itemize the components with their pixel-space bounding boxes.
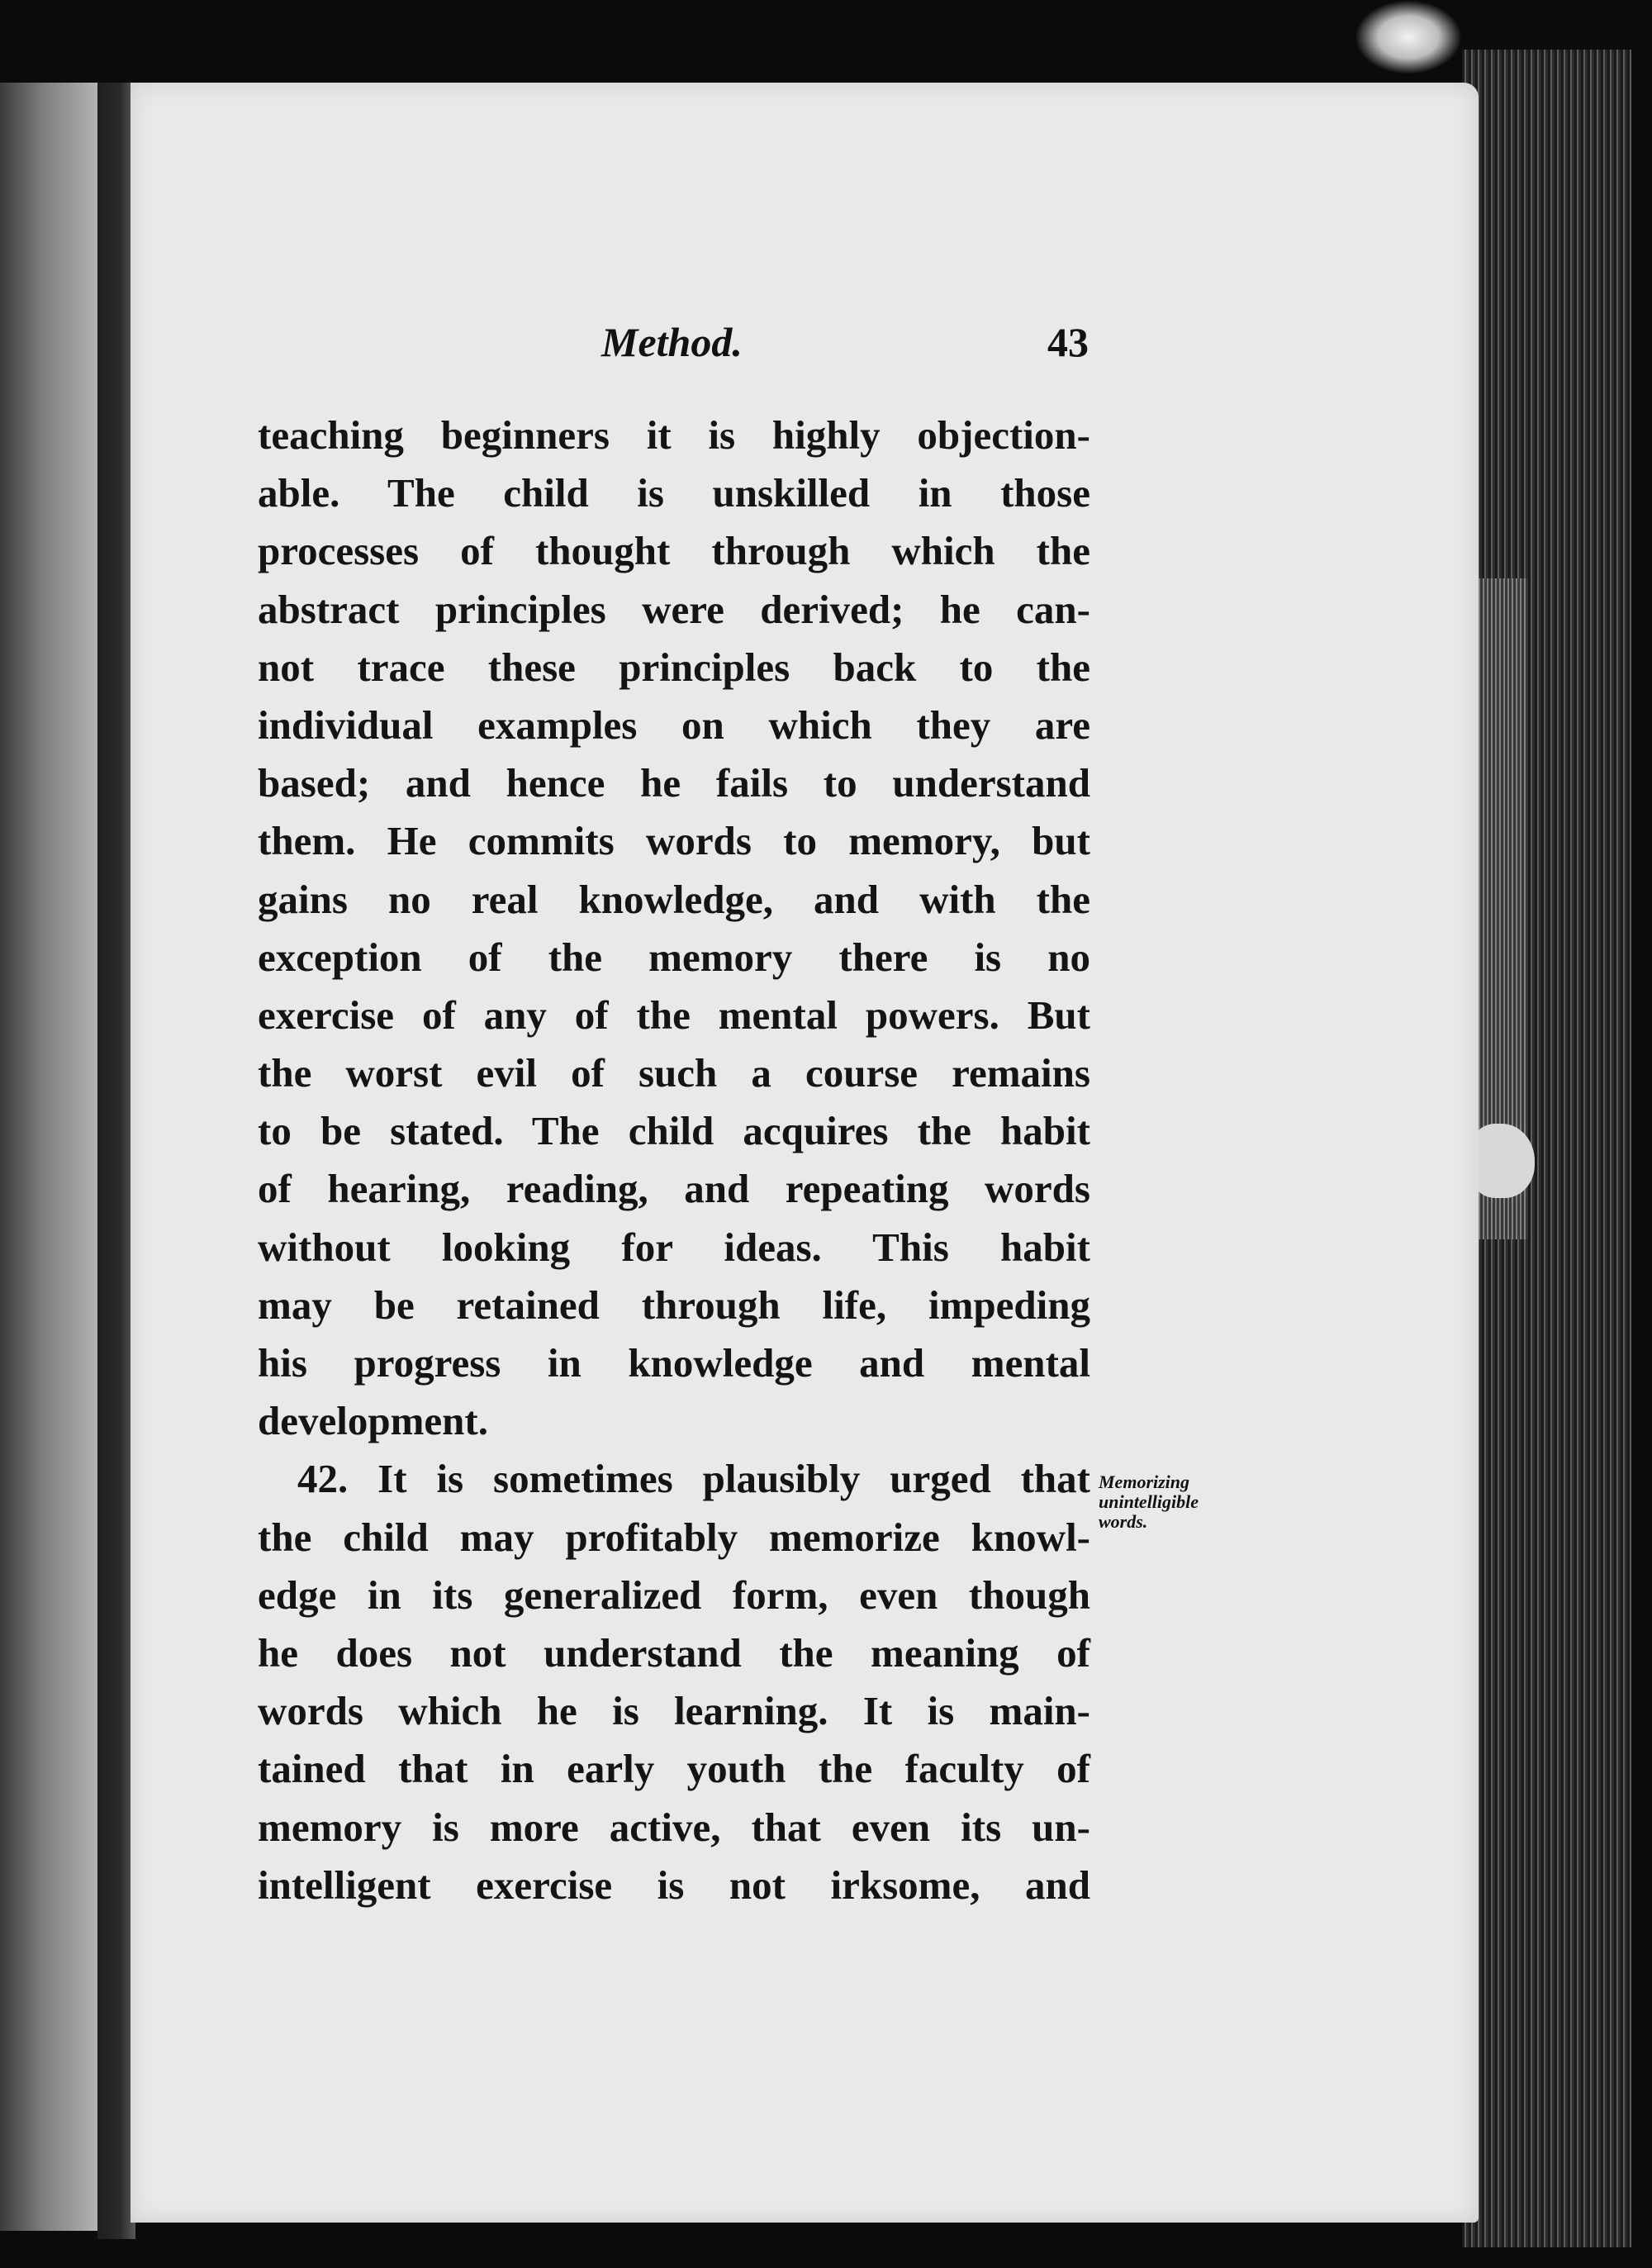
previous-page-edge [0, 83, 99, 2231]
text-line: the child may profitably memorize knowl- [258, 1514, 1090, 1560]
page-number: 43 [1047, 319, 1089, 365]
text-line: tained that in early youth the faculty of [258, 1746, 1090, 1792]
text-line: may be retained through life, impeding [258, 1281, 1090, 1328]
text-line: processes of thought through which the [258, 528, 1090, 574]
text-line: able. The child is unskilled in those [258, 470, 1090, 516]
text-line: individual examples on which they are [258, 701, 1090, 748]
text-line: based; and hence he fails to understand [258, 760, 1090, 806]
text-line: exception of the memory there is no [258, 934, 1090, 980]
text-line: development. [258, 1398, 488, 1444]
text-line: the worst evil of such a course remains [258, 1050, 1090, 1096]
margin-note [1099, 1472, 1264, 1532]
light-glare [1469, 1124, 1535, 1198]
page-corner-smudge [1355, 0, 1462, 74]
text-line: not trace these principles back to the [258, 644, 1090, 690]
text-line: his progress in knowledge and mental [258, 1340, 1090, 1386]
text-line: of hearing, reading, and repeating words [258, 1166, 1090, 1212]
text-line: without looking for ideas. This habit [258, 1224, 1090, 1270]
margin-note-line: unintelligible [1099, 1491, 1199, 1512]
text-line: to be stated. The child acquires the habit [258, 1108, 1090, 1154]
paragraph-start-line: 42. It is sometimes plausibly urged that [297, 1456, 1090, 1502]
text-line: them. He commits words to memory, but [258, 818, 1090, 864]
text-line: edge in its generalized form, even though [258, 1571, 1090, 1618]
text-line: gains no real knowledge, and with the [258, 876, 1090, 922]
text-line: abstract principles were derived; he can- [258, 586, 1090, 632]
running-head-title: Method. [601, 319, 743, 365]
margin-note-line: words. [1099, 1511, 1148, 1532]
body-text [258, 407, 1090, 1914]
margin-note-line: Memorizing [1099, 1472, 1190, 1492]
text-line: memory is more active, that even its un- [258, 1804, 1090, 1850]
text-line: teaching beginners it is highly objection- [258, 412, 1090, 458]
text-line: he does not understand the meaning of [258, 1629, 1090, 1676]
text-line: exercise of any of the mental powers. But [258, 991, 1090, 1038]
text-line: words which he is learning. It is main- [258, 1688, 1090, 1734]
text-line: intelligent exercise is not irksome, and [258, 1861, 1090, 1908]
